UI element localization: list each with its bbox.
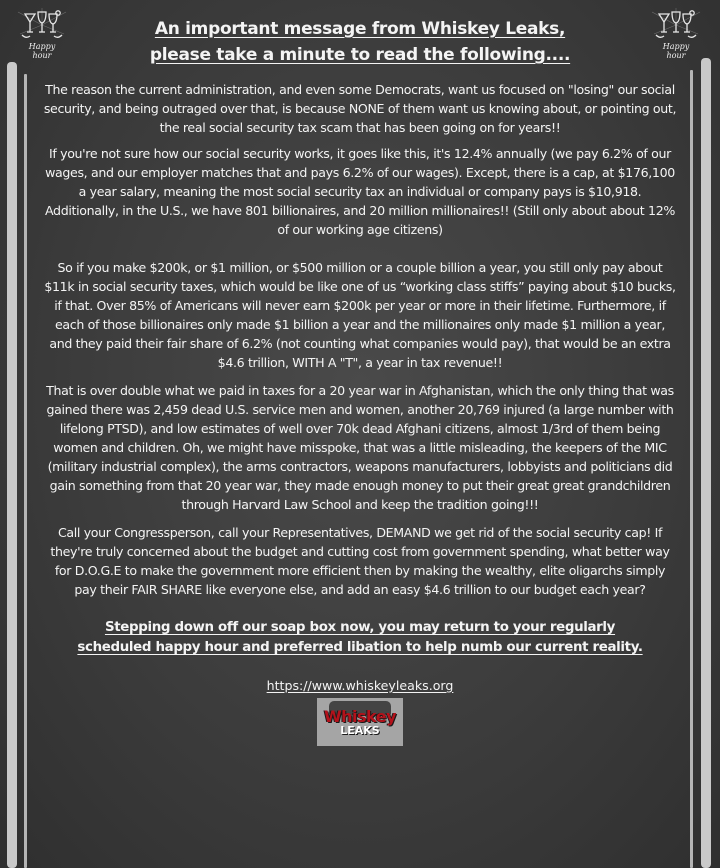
- frame-bar-left-thin: [24, 74, 27, 868]
- headline: [38, 16, 682, 68]
- frame-bar-right-thin: [690, 70, 693, 868]
- badge-text-left: Happy hour: [28, 42, 56, 60]
- closing-line-2: scheduled happy hour and preferred libation to help numb our current reality.: [77, 640, 643, 655]
- paragraph-call-to-action: Call your Congressperson, call your Representatives, DEMAND we get rid of the social security cap! If they're truly concerned about the budget and cutting cost from government spending, what better way for D.O.G.E to make the government more efficient then by making the wealthy, elite oligarchs simply pay their FAIR SHARE like everyone else, and add an easy $4.6 trillion to our budget each year?: [50, 525, 670, 597]
- paragraph-how-it-works: If you're not sure how our social security works, it goes like this, it's 12.4% annually (we pay 6.2% of our wages, and our employer matches that and pays 6.2% of our wages). Except, there is a cap, at $176,100 a year salary, meaning the most social security tax an individual or company pays is $10,918. Additionally, in the U.S., we have 801 billionaires, and 20 million millionaires!! (Still only about about 12% of our working age citizens): [45, 146, 675, 237]
- paragraph-intro: The reason the current administration, and even some Democrats, want us focused on "losing" our social security, and being outraged over that, is because NONE of them want us knowing about, or pointing out, the real social security tax scam that has been going on for years!!: [43, 82, 677, 135]
- whiskey-leaks-logo: [317, 698, 403, 746]
- message-content: [38, 0, 682, 746]
- logo-text-top: Whiskey: [323, 706, 397, 726]
- closing-statement: [38, 618, 682, 658]
- closing-line-1: Stepping down off our soap box now, you may return to your regularly: [104, 620, 616, 635]
- logo-text-bottom: LEAKS: [340, 723, 380, 737]
- headline-line-2: please take a minute to read the following....: [149, 45, 571, 65]
- paragraph-afghanistan: That is over double what we paid in taxes for a 20 year war in Afghanistan, which the only thing that was gained there was 2,459 dead U.S. service men and women, another 20,769 injured (a large number with lifelong PTSD), and low estimates of well over 70k dead Afghani citizens, almost 1/3rd of them being women and children. Oh, we might have misspoke, that was a little misleading, the keepers of the MIC (military industrial complex), the arms contractors, weapons manufacturers, lobbyists and politicians did gain something from that 20 year war, they made enough money to put their great great grandchildren through Harvard Law School and keep the tradition going!!!: [46, 383, 674, 512]
- website-link[interactable]: https://www.whiskeyleaks.org: [266, 678, 454, 693]
- frame-bar-left-thick: [7, 62, 17, 868]
- paragraph-tax-math: So if you make $200k, or $1 million, or $500 million or a couple billion a year, you still only pay about $11k in social security taxes, which would be like one of us “working class stiffs” paying about $10 bucks, if that. Over 85% of Americans will never earn $200k per year or more in their lifetime. Furthermore, if each of those billionaires only made $1 billion a year and the millionaires only made $1 million a year, and they paid their fair share of 6.2% (not counting what companies would pay), that would be an extra $4.6 trillion, WITH A "T", a year in tax revenue!!: [44, 260, 676, 370]
- frame-bar-right-thick: [701, 58, 711, 868]
- headline-line-1: An important message from Whiskey Leaks,: [154, 19, 566, 39]
- badge-text-right: Happy hour: [662, 42, 690, 60]
